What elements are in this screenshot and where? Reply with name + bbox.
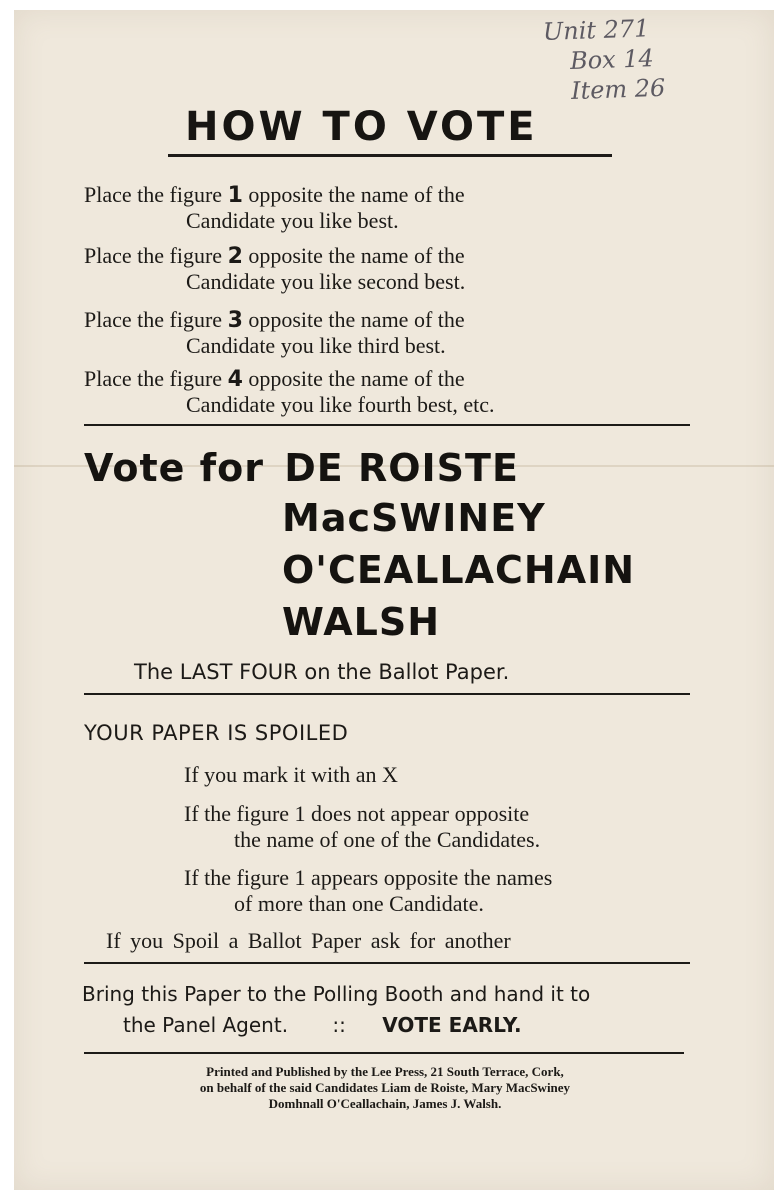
page-title: HOW TO VOTE	[185, 104, 538, 150]
instruction-2	[84, 243, 465, 294]
imprint-line: Printed and Published by the Lee Press, 21 South Terrace, Cork,	[206, 1064, 564, 1079]
instruction-line2: Candidate you like second best.	[186, 269, 466, 294]
last-four-note: The LAST FOUR on the Ballot Paper.	[134, 660, 510, 684]
section-divider	[84, 962, 690, 964]
condition-line: If you mark it with an X	[184, 762, 398, 787]
condition-line: of more than one Candidate.	[234, 891, 484, 916]
spoiled-heading: YOUR PAPER IS SPOILED	[84, 721, 349, 745]
spoiled-condition-2	[184, 801, 540, 853]
ask-for-another: If you Spoil a Ballot Paper ask for another	[106, 928, 511, 953]
spoiled-condition-3	[184, 865, 552, 917]
instruction-1	[84, 182, 465, 233]
vote-for-label: Vote for	[84, 446, 264, 490]
instruction-text: Place the figure	[84, 243, 228, 268]
condition-line: If the figure 1 does not appear opposite	[184, 801, 530, 826]
instruction-text: opposite the name of the	[242, 243, 465, 268]
condition-line: If the figure 1 appears opposite the names	[184, 865, 553, 890]
figure-number: 4	[227, 367, 243, 392]
condition-line: the name of one of the Candidates.	[234, 827, 541, 852]
bring-paper-line: Bring this Paper to the Polling Booth and hand it to	[82, 982, 591, 1006]
spoiled-condition-1	[184, 762, 398, 788]
candidate-2: MacSWINEY	[282, 496, 546, 540]
panel-agent-text: the Panel Agent.	[123, 1013, 289, 1037]
instruction-text: opposite the name of the	[242, 307, 465, 332]
title-underline	[168, 154, 612, 157]
instruction-line2: Candidate you like best.	[186, 208, 399, 233]
imprint-line: on behalf of the said Candidates Liam de Roiste, Mary MacSwiney	[199, 1080, 571, 1095]
figure-number: 3	[227, 308, 243, 333]
imprint-line: Domhnall O'Ceallachain, James J. Walsh.	[268, 1096, 502, 1111]
panel-agent-line	[123, 1013, 522, 1037]
figure-number: 1	[227, 183, 243, 208]
archive-item: Item 26	[570, 73, 666, 106]
candidate-1: DE ROISTE	[284, 446, 519, 490]
instruction-text: Place the figure	[84, 182, 228, 207]
instruction-4	[84, 366, 495, 417]
candidate-3: O'CEALLACHAIN	[282, 548, 636, 592]
instruction-text: Place the figure	[84, 307, 228, 332]
candidate-4: WALSH	[282, 600, 441, 644]
instruction-text: opposite the name of the	[242, 366, 465, 391]
instruction-text: Place the figure	[84, 366, 228, 391]
archive-handwritten-note	[542, 11, 715, 107]
imprint	[112, 1064, 658, 1112]
section-divider	[84, 693, 690, 695]
section-divider	[84, 424, 690, 426]
instruction-3	[84, 307, 465, 358]
figure-number: 2	[227, 244, 243, 269]
archive-unit: Unit 271	[542, 14, 650, 46]
separator: ::	[332, 1013, 346, 1037]
instruction-line2: Candidate you like third best.	[186, 333, 446, 358]
instruction-text: opposite the name of the	[242, 182, 465, 207]
instruction-line2: Candidate you like fourth best, etc.	[186, 392, 495, 417]
vote-early: VOTE EARLY.	[382, 1013, 522, 1037]
archive-box: Box 14	[569, 44, 655, 76]
section-divider	[84, 1052, 684, 1054]
vote-for-line	[84, 446, 519, 490]
